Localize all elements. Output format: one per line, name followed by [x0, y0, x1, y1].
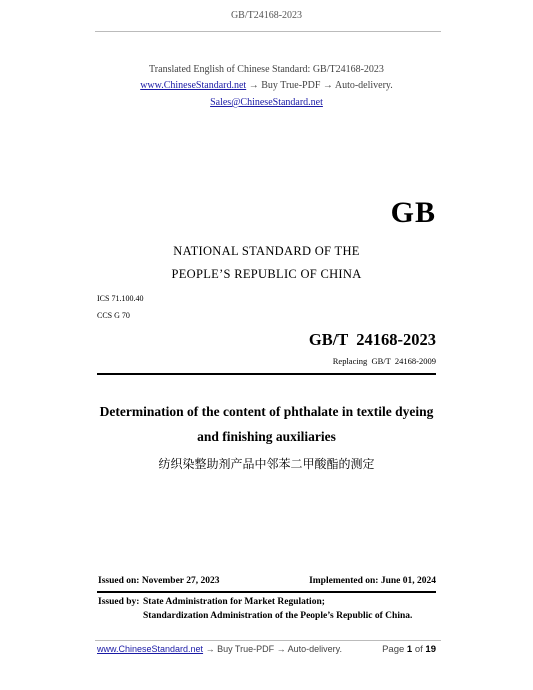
issued-by-label: Issued by:: [98, 597, 140, 607]
page-of: of: [414, 644, 423, 655]
standard-number: GB/T 24168-2023: [308, 330, 436, 349]
issued-on: Issued on: November 27, 2023: [98, 576, 220, 586]
national-standard-line2: PEOPLE’S REPUBLIC OF CHINA: [171, 267, 362, 281]
page-indicator: [340, 644, 436, 655]
page-current: 1: [406, 644, 413, 655]
replacing-note: Replacing GB/T 24168-2009: [332, 356, 436, 366]
title-english-line2: and finishing auxiliaries: [197, 429, 336, 444]
notice-links: [0, 80, 533, 91]
issuer-1: State Administration for Market Regulation;: [143, 597, 325, 607]
page-total: 19: [425, 644, 436, 655]
title-chinese: 纺织染整助剂产品中邻苯二甲酸酯的测定: [158, 457, 375, 471]
running-header: GB/T24168-2023: [230, 10, 303, 21]
ics-code: ICS 71.100.40: [97, 294, 144, 303]
title-english-line1: Determination of the content of phthalate in textile dyeing: [99, 404, 434, 419]
implemented-on: Implemented on: June 01, 2024: [309, 576, 436, 586]
footer-links: [97, 644, 342, 654]
issue-rule: [97, 591, 436, 593]
notice-site-link[interactable]: www.ChineseStandard.net: [140, 80, 247, 91]
ccs-code: CCS G 70: [97, 311, 130, 320]
national-standard-line1: NATIONAL STANDARD OF THE: [173, 244, 360, 258]
issuer-2: Standardization Administration of the People’s Republic of China.: [143, 611, 413, 621]
notice-email-link[interactable]: Sales@ChineseStandard.net: [210, 97, 323, 108]
footer-rule: [95, 640, 441, 641]
page-label: Page: [382, 644, 405, 655]
header-rule: [95, 31, 441, 32]
notice-buy-text: → Buy True-PDF → Auto-delivery.: [248, 80, 393, 91]
footer-site-link[interactable]: www.ChineseStandard.net: [97, 644, 204, 654]
title-top-rule: [97, 373, 436, 375]
notice-email: [0, 97, 533, 108]
translation-notice: Translated English of Chinese Standard: GB/T24168-2023: [149, 64, 384, 75]
gb-logo: GB: [390, 196, 436, 229]
footer-buy-text: → Buy True-PDF → Auto-delivery.: [205, 644, 342, 654]
